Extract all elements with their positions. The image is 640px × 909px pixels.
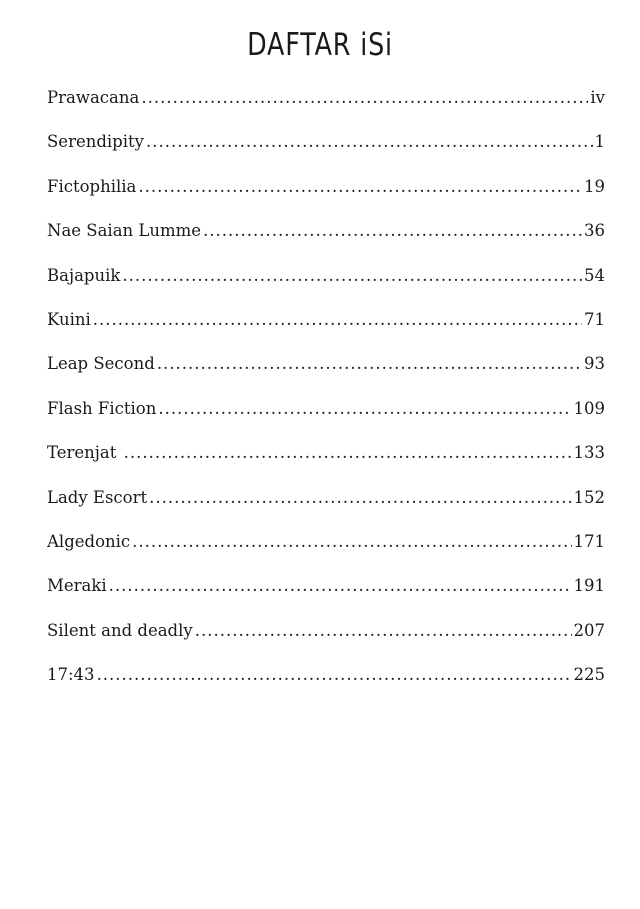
toc-entry-page: 36 xyxy=(584,221,605,241)
toc-entry xyxy=(47,177,605,221)
toc-entry xyxy=(47,665,605,709)
toc-entry xyxy=(47,266,605,310)
toc-entry-page: 225 xyxy=(573,665,605,685)
toc-entry-page: 54 xyxy=(584,265,605,285)
toc-entry-title: Meraki xyxy=(47,576,107,596)
toc-entry-title: Bajapuik xyxy=(47,265,121,285)
toc-entry-title: Prawacana xyxy=(47,88,140,107)
toc-dot-leader xyxy=(97,665,572,684)
toc-entry xyxy=(47,310,605,354)
toc-entry-page: 171 xyxy=(573,531,605,551)
page-title: DAFTAR iSi xyxy=(247,26,393,63)
toc-entry-page: 133 xyxy=(573,443,605,463)
toc-dot-leader xyxy=(149,488,571,507)
toc-entry-page: 71 xyxy=(584,309,605,329)
toc-dot-leader xyxy=(124,443,572,462)
toc-dot-leader xyxy=(146,132,593,151)
toc-entry-title: Kuini xyxy=(47,309,91,329)
toc-dot-leader xyxy=(109,576,572,595)
toc-entry-title: Algedonic xyxy=(47,531,131,551)
toc-dot-leader xyxy=(203,221,582,240)
toc-entry xyxy=(47,621,605,665)
toc-entry xyxy=(47,399,605,443)
table-of-contents xyxy=(47,88,605,709)
toc-entry-title: Terenjat xyxy=(47,443,122,463)
toc-dot-leader xyxy=(138,177,582,196)
toc-entry-title: Leap Second xyxy=(47,354,155,374)
toc-entry-title: Fictophilia xyxy=(47,176,137,196)
toc-entry-page: 152 xyxy=(573,487,605,507)
toc-entry-title: Silent and deadly xyxy=(47,620,193,640)
toc-dot-leader xyxy=(158,399,571,418)
toc-entry xyxy=(47,532,605,576)
toc-entry-page: 191 xyxy=(573,576,605,596)
toc-entry xyxy=(47,354,605,398)
toc-entry-page: 93 xyxy=(584,354,605,374)
toc-entry xyxy=(47,132,605,176)
toc-dot-leader xyxy=(157,354,582,373)
toc-entry-page: 109 xyxy=(573,398,605,418)
toc-entry-title: Serendipity xyxy=(47,132,144,152)
toc-dot-leader xyxy=(93,310,582,329)
toc-entry-title: Flash Fiction xyxy=(47,398,157,418)
toc-entry-page: iv xyxy=(590,88,605,107)
toc-entry-title: Lady Escort xyxy=(47,487,148,507)
toc-dot-leader xyxy=(132,532,571,551)
toc-entry-title: Nae Saian Lumme xyxy=(47,221,202,241)
toc-dot-leader xyxy=(141,88,588,107)
toc-entry-page: 1 xyxy=(594,132,605,152)
toc-entry-page: 19 xyxy=(584,176,605,196)
toc-entry xyxy=(47,221,605,265)
toc-entry xyxy=(47,576,605,620)
toc-entry xyxy=(47,443,605,487)
toc-dot-leader xyxy=(122,266,582,285)
toc-entry xyxy=(47,488,605,532)
toc-entry-title: 17:43 xyxy=(47,665,95,685)
toc-entry xyxy=(47,88,605,132)
toc-dot-leader xyxy=(195,621,572,640)
toc-entry-page: 207 xyxy=(573,620,605,640)
